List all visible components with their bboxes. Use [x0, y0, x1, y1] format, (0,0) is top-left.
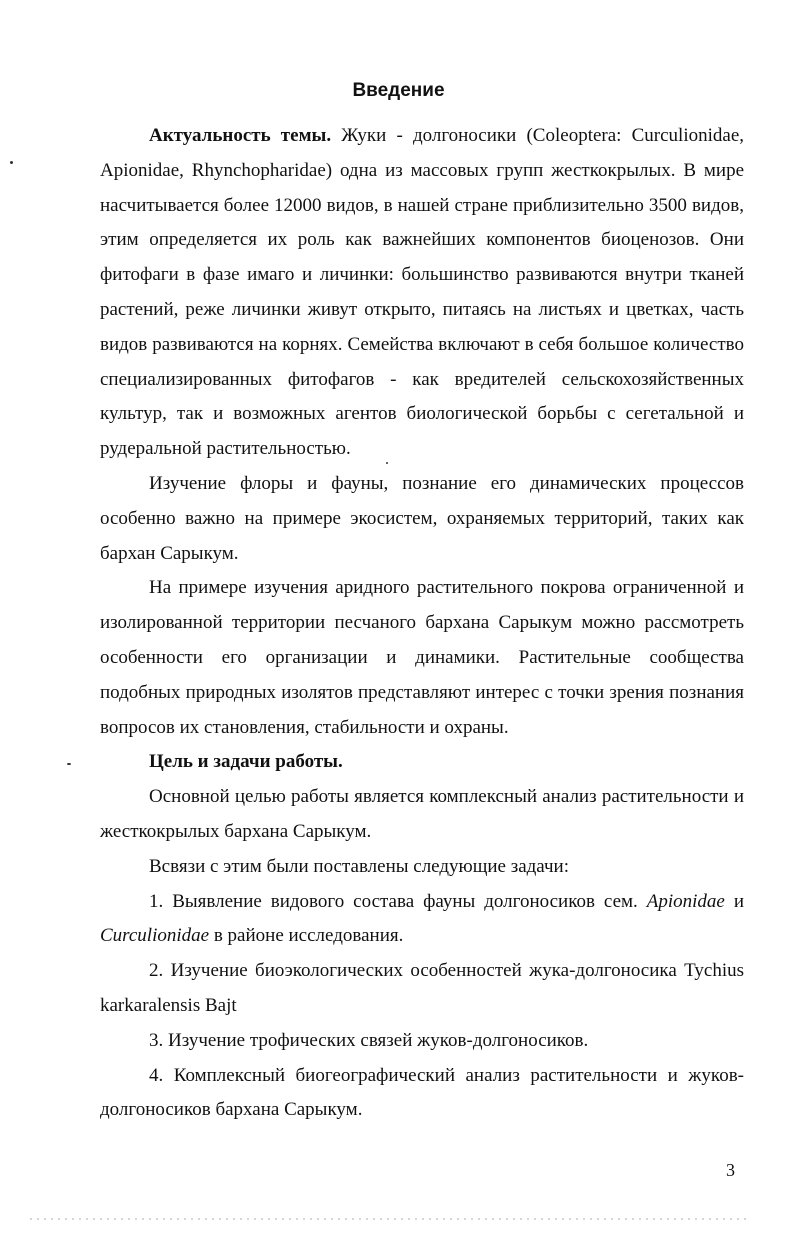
task-1: [100, 885, 744, 955]
paragraph-relevance: [100, 119, 744, 467]
task-1-apionidae: Apionidae: [646, 890, 725, 912]
relevance-text: Жуки - долгоносики (Coleoptera: Curculionidae, Apionidae, Rhynchopharidae) одна из массовых групп жесткокрылых. В мире насчитывается более 12000 видов, в нашей стране приблизительно 3500 видов, этим определяется их роль как важнейших компонентов биоценозов. Они фитофаги в фазе имаго и личинки: большинство развиваются внутри тканей растений, реже личинки живут открыто, питаясь на листьях и цветках, часть видов развиваются на корнях. Семейства включают в себя большое количество специализированных фитофагов - как вредителей сельскохозяйственных культур, так и возможных агентов биологической борьбы с сегетальной и рудеральной растительностью.: [100, 125, 744, 460]
relevance-lead: Актуальность темы.: [149, 125, 332, 146]
scan-noise-strip: [30, 1218, 750, 1220]
task-1-text-b: в районе исследования.: [209, 925, 404, 947]
paragraph-study: Изучение флоры и фауны, познание его динамических процессов особенно важно на примере экосистем, охраняемых территорий, таких как бархан Сарыкум.: [100, 472, 744, 564]
page-number: 3: [726, 1160, 735, 1180]
page-title: Введение: [352, 80, 445, 101]
goal-heading: Цель и задачи работы.: [149, 751, 343, 773]
task-1-text-a: 1. Выявление видового состава фауны долгоносиков сем.: [149, 890, 647, 912]
task-4: 4. Комплексный биогеографический анализ растительности и жуков-долгоносиков бархана Сарыкум.: [100, 1064, 744, 1121]
task-1-curculionidae: Curculionidae: [100, 925, 210, 947]
paragraph-tasks-intro: Всвязи с этим были поставлены следующие задачи:: [149, 855, 569, 877]
paragraph-arid: На примере изучения аридного растительного покрова ограниченной и изолированной территории песчаного бархана Сарыкум можно рассмотреть особенности его организации и динамики. Растительные сообщества подобных природных изолятов представляют интерес с точки зрения познания вопросов их становления, стабильности и охраны.: [100, 577, 744, 738]
paragraph-goal: Основной целью работы является комплексный анализ растительности и жесткокрылых бархана Сарыкум.: [100, 786, 744, 842]
task-3: 3. Изучение трофических связей жуков-долгоносиков.: [149, 1029, 589, 1051]
scan-speck: [10, 161, 13, 164]
scan-speck: [67, 763, 71, 765]
document-body: [100, 119, 744, 1128]
task-2: 2. Изучение биоэкологических особенностей жука-долгоносика Tychius karkaralensis Bajt: [100, 960, 744, 1016]
task-1-and: и: [724, 890, 745, 912]
